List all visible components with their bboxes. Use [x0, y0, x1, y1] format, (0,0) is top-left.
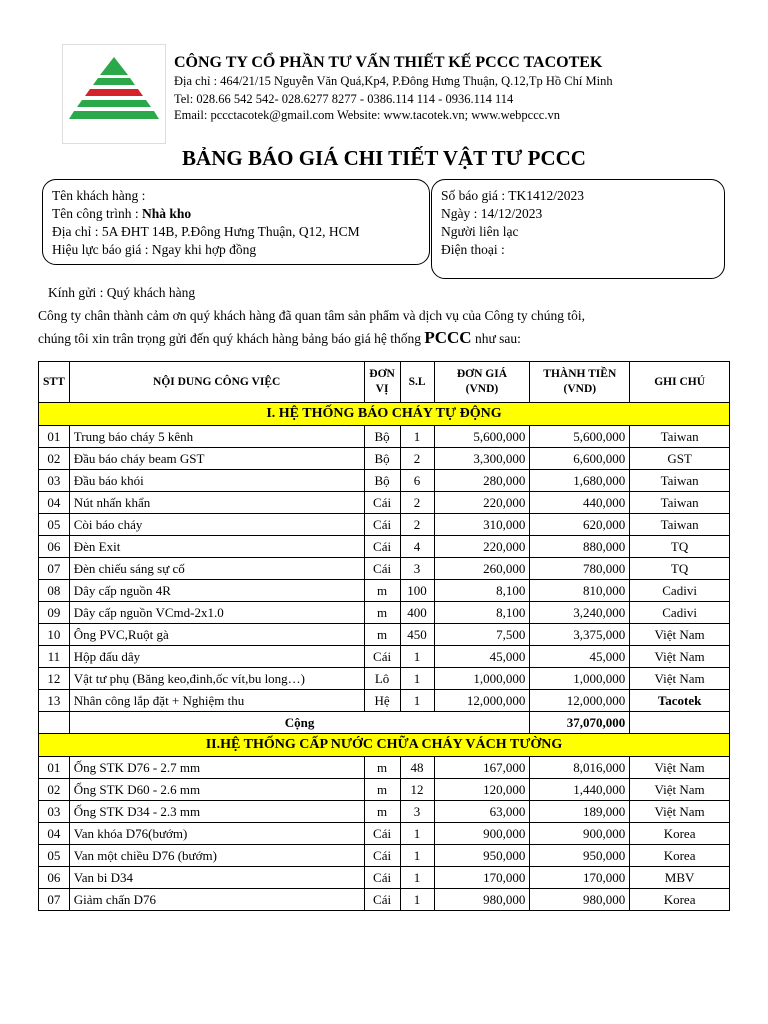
cell-unit: m — [364, 624, 400, 646]
table-header-row — [39, 362, 730, 403]
cell-price: 45,000 — [434, 646, 530, 668]
cell-qty: 450 — [400, 624, 434, 646]
cell-amount: 950,000 — [530, 845, 630, 867]
section-title: I. HỆ THỐNG BÁO CHÁY TỰ ĐỘNG — [39, 403, 730, 426]
cell-name: Dây cấp nguồn 4R — [69, 580, 364, 602]
cell-name: Trung báo cháy 5 kênh — [69, 426, 364, 448]
header-amount: THÀNH TIỀN (VND) — [530, 362, 630, 403]
cell-name: Van một chiều D76 (bướm) — [69, 845, 364, 867]
table-row — [39, 448, 730, 470]
cell-name: Hộp đấu dây — [69, 646, 364, 668]
header-price: ĐƠN GIÁ (VND) — [434, 362, 530, 403]
cell-note: Việt Nam — [630, 624, 730, 646]
cell-qty: 48 — [400, 757, 434, 779]
cell-unit: Bộ — [364, 448, 400, 470]
cell-stt: 01 — [39, 426, 70, 448]
quote-validity: Hiệu lực báo giá : Ngay khi hợp đồng — [52, 242, 257, 257]
cell-price: 1,000,000 — [434, 668, 530, 690]
cell-price: 950,000 — [434, 845, 530, 867]
cell-name: Van khóa D76(bướm) — [69, 823, 364, 845]
cell-note: Việt Nam — [630, 779, 730, 801]
customer-name-label: Tên khách hàng : — [52, 188, 146, 203]
cell-amount: 810,000 — [530, 580, 630, 602]
cell-name: Ống STK D34 - 2.3 mm — [69, 801, 364, 823]
cell-note: Taiwan — [630, 470, 730, 492]
cell-amount: 900,000 — [530, 823, 630, 845]
cell-unit: Cái — [364, 845, 400, 867]
quote-phone: Điện thoại : — [441, 242, 505, 257]
company-name: CÔNG TY CỔ PHẦN TƯ VẤN THIẾT KẾ PCCC TACOTEK — [174, 54, 603, 71]
cell-price: 220,000 — [434, 492, 530, 514]
cell-note: Việt Nam — [630, 668, 730, 690]
cell-note: Taiwan — [630, 492, 730, 514]
total-row — [39, 712, 730, 734]
cell-note: Taiwan — [630, 514, 730, 536]
cell-note: Korea — [630, 889, 730, 911]
cell-qty: 6 — [400, 470, 434, 492]
cell-unit: Cái — [364, 823, 400, 845]
total-note-empty — [630, 712, 730, 734]
cell-stt: 02 — [39, 779, 70, 801]
cell-unit: Cái — [364, 646, 400, 668]
cell-name: Đèn chiếu sáng sự cố — [69, 558, 364, 580]
cell-unit: Bộ — [364, 426, 400, 448]
cell-note: Việt Nam — [630, 757, 730, 779]
cell-amount: 45,000 — [530, 646, 630, 668]
cell-qty: 400 — [400, 602, 434, 624]
cell-note: Cadivi — [630, 580, 730, 602]
cell-price: 310,000 — [434, 514, 530, 536]
table-row — [39, 558, 730, 580]
table-row — [39, 602, 730, 624]
cell-price: 167,000 — [434, 757, 530, 779]
cell-note: Taiwan — [630, 426, 730, 448]
cell-qty: 1 — [400, 668, 434, 690]
customer-address: Địa chỉ : 5A ĐHT 14B, P.Đông Hưng Thuận, Q12, HCM — [52, 224, 360, 239]
header-qty: S.L — [400, 362, 434, 403]
table-row — [39, 690, 730, 712]
header-stt: STT — [39, 362, 70, 403]
cell-price: 5,600,000 — [434, 426, 530, 448]
cell-price: 280,000 — [434, 470, 530, 492]
cell-note: Việt Nam — [630, 646, 730, 668]
cell-qty: 12 — [400, 779, 434, 801]
cell-stt: 07 — [39, 889, 70, 911]
cell-unit: Hệ — [364, 690, 400, 712]
cell-qty: 1 — [400, 426, 434, 448]
cell-amount: 170,000 — [530, 867, 630, 889]
table-row — [39, 823, 730, 845]
table-row — [39, 470, 730, 492]
section-header-row — [39, 403, 730, 426]
cell-stt: 13 — [39, 690, 70, 712]
table-row — [39, 536, 730, 558]
cell-note: MBV — [630, 867, 730, 889]
cell-note: TQ — [630, 536, 730, 558]
cell-amount: 440,000 — [530, 492, 630, 514]
cell-note: Cadivi — [630, 602, 730, 624]
cell-qty: 1 — [400, 690, 434, 712]
total-label: Cộng — [69, 712, 530, 734]
table-row — [39, 845, 730, 867]
cell-qty: 1 — [400, 889, 434, 911]
cell-name: Còi báo cháy — [69, 514, 364, 536]
cell-amount: 980,000 — [530, 889, 630, 911]
project-value: Nhà kho — [141, 206, 192, 221]
cell-amount: 1,680,000 — [530, 470, 630, 492]
quote-date: Ngày : 14/12/2023 — [441, 206, 543, 221]
cell-price: 120,000 — [434, 779, 530, 801]
cell-qty: 1 — [400, 845, 434, 867]
table-row — [39, 779, 730, 801]
cell-name: Nút nhấn khẩn — [69, 492, 364, 514]
table-row — [39, 646, 730, 668]
cell-price: 12,000,000 — [434, 690, 530, 712]
section-header-row — [39, 734, 730, 757]
table-row — [39, 867, 730, 889]
cell-name: Ông PVC,Ruột gà — [69, 624, 364, 646]
quotation-table — [38, 361, 730, 911]
cell-unit: Cái — [364, 889, 400, 911]
company-email-web: Email: pccctacotek@gmail.com Website: www.tacotek.vn; www.webpccc.vn — [174, 108, 560, 122]
total-value: 37,070,000 — [530, 712, 630, 734]
cell-amount: 3,240,000 — [530, 602, 630, 624]
cell-price: 8,100 — [434, 602, 530, 624]
cell-price: 900,000 — [434, 823, 530, 845]
cell-unit: Cái — [364, 558, 400, 580]
cell-price: 260,000 — [434, 558, 530, 580]
cell-amount: 3,375,000 — [530, 624, 630, 646]
cell-name: Đèn Exit — [69, 536, 364, 558]
cell-unit: Bộ — [364, 470, 400, 492]
cell-amount: 1,000,000 — [530, 668, 630, 690]
cell-amount: 8,016,000 — [530, 757, 630, 779]
company-phone: Tel: 028.66 542 542- 028.6277 8277 - 0386.114 114 - 0936.114 114 — [174, 92, 514, 106]
quote-contact: Người liên lạc — [441, 224, 519, 239]
cell-unit: Cái — [364, 867, 400, 889]
cell-qty: 1 — [400, 646, 434, 668]
cell-name: Van bi D34 — [69, 867, 364, 889]
cell-stt: 10 — [39, 624, 70, 646]
cell-name: Đầu báo khói — [69, 470, 364, 492]
cell-qty: 1 — [400, 823, 434, 845]
cell-unit: m — [364, 779, 400, 801]
cell-name: Ống STK D76 - 2.7 mm — [69, 757, 364, 779]
cell-unit: m — [364, 757, 400, 779]
quote-info-box — [431, 179, 725, 279]
table-row — [39, 801, 730, 823]
cell-name: Giảm chấn D76 — [69, 889, 364, 911]
intro-line-2: chúng tôi xin trân trọng gửi đến quý khách hàng bảng báo giá hệ thống PCCC như sau: — [38, 328, 521, 347]
cell-price: 7,500 — [434, 624, 530, 646]
cell-unit: m — [364, 602, 400, 624]
cell-qty: 2 — [400, 514, 434, 536]
cell-unit: Lô — [364, 668, 400, 690]
company-address: Địa chỉ : 464/21/15 Nguyễn Văn Quá,Kp4, P.Đông Hưng Thuận, Q.12,Tp Hồ Chí Minh — [174, 74, 613, 88]
cell-name: Ống STK D60 - 2.6 mm — [69, 779, 364, 801]
table-row — [39, 426, 730, 448]
cell-stt: 01 — [39, 757, 70, 779]
cell-stt: 09 — [39, 602, 70, 624]
cell-note: GST — [630, 448, 730, 470]
cell-note: Tacotek — [630, 690, 730, 712]
project-line — [52, 206, 191, 222]
quote-number: Số báo giá : TK1412/2023 — [441, 188, 584, 203]
project-label: Tên công trình : — [52, 206, 142, 221]
cell-note: Korea — [630, 845, 730, 867]
table-row — [39, 492, 730, 514]
company-logo — [62, 44, 166, 144]
cell-qty: 2 — [400, 492, 434, 514]
cell-note: Việt Nam — [630, 801, 730, 823]
cell-qty: 2 — [400, 448, 434, 470]
header-content: NỘI DUNG CÔNG VIỆC — [69, 362, 364, 403]
table-row — [39, 580, 730, 602]
cell-stt: 04 — [39, 492, 70, 514]
cell-name: Đầu báo cháy beam GST — [69, 448, 364, 470]
document-title: BẢNG BÁO GIÁ CHI TIẾT VẬT TƯ PCCC — [182, 146, 586, 170]
cell-stt: 04 — [39, 823, 70, 845]
cell-qty: 100 — [400, 580, 434, 602]
cell-amount: 780,000 — [530, 558, 630, 580]
cell-amount: 6,600,000 — [530, 448, 630, 470]
cell-name: Dây cấp nguồn VCmd-2x1.0 — [69, 602, 364, 624]
cell-qty: 3 — [400, 558, 434, 580]
greeting: Kính gửi : Quý khách hàng — [48, 285, 196, 300]
pyramid-logo-icon — [63, 45, 165, 143]
cell-price: 3,300,000 — [434, 448, 530, 470]
total-empty — [39, 712, 70, 734]
cell-stt: 05 — [39, 845, 70, 867]
cell-name: Vật tư phụ (Băng keo,đinh,ốc vít,bu long…) — [69, 668, 364, 690]
cell-note: TQ — [630, 558, 730, 580]
cell-price: 170,000 — [434, 867, 530, 889]
cell-stt: 06 — [39, 536, 70, 558]
table-row — [39, 514, 730, 536]
cell-amount: 189,000 — [530, 801, 630, 823]
cell-stt: 05 — [39, 514, 70, 536]
cell-amount: 880,000 — [530, 536, 630, 558]
cell-stt: 03 — [39, 470, 70, 492]
cell-stt: 07 — [39, 558, 70, 580]
intro-line-1: Công ty chân thành cảm ơn quý khách hàng đã quan tâm sản phẩm và dịch vụ của Công ty chúng tôi, — [38, 308, 586, 323]
cell-name: Nhân công lắp đặt + Nghiệm thu — [69, 690, 364, 712]
cell-qty: 3 — [400, 801, 434, 823]
cell-unit: Cái — [364, 492, 400, 514]
cell-unit: m — [364, 580, 400, 602]
cell-stt: 06 — [39, 867, 70, 889]
cell-qty: 1 — [400, 867, 434, 889]
cell-note: Korea — [630, 823, 730, 845]
cell-unit: Cái — [364, 536, 400, 558]
cell-amount: 1,440,000 — [530, 779, 630, 801]
table-row — [39, 624, 730, 646]
cell-unit: Cái — [364, 514, 400, 536]
cell-stt: 03 — [39, 801, 70, 823]
table-row — [39, 668, 730, 690]
pccc-emphasis: PCCC — [424, 328, 472, 347]
cell-price: 8,100 — [434, 580, 530, 602]
cell-amount: 12,000,000 — [530, 690, 630, 712]
cell-stt: 08 — [39, 580, 70, 602]
cell-unit: m — [364, 801, 400, 823]
header-note: GHI CHÚ — [630, 362, 730, 403]
cell-amount: 620,000 — [530, 514, 630, 536]
table-row — [39, 757, 730, 779]
header-unit: ĐƠN VỊ — [364, 362, 400, 403]
table-row — [39, 889, 730, 911]
cell-price: 980,000 — [434, 889, 530, 911]
cell-amount: 5,600,000 — [530, 426, 630, 448]
cell-stt: 12 — [39, 668, 70, 690]
cell-stt: 11 — [39, 646, 70, 668]
cell-stt: 02 — [39, 448, 70, 470]
cell-price: 220,000 — [434, 536, 530, 558]
cell-qty: 4 — [400, 536, 434, 558]
cell-price: 63,000 — [434, 801, 530, 823]
customer-info-box — [42, 179, 430, 265]
section-title: II.HỆ THỐNG CẤP NƯỚC CHỮA CHÁY VÁCH TƯỜNG — [39, 734, 730, 757]
